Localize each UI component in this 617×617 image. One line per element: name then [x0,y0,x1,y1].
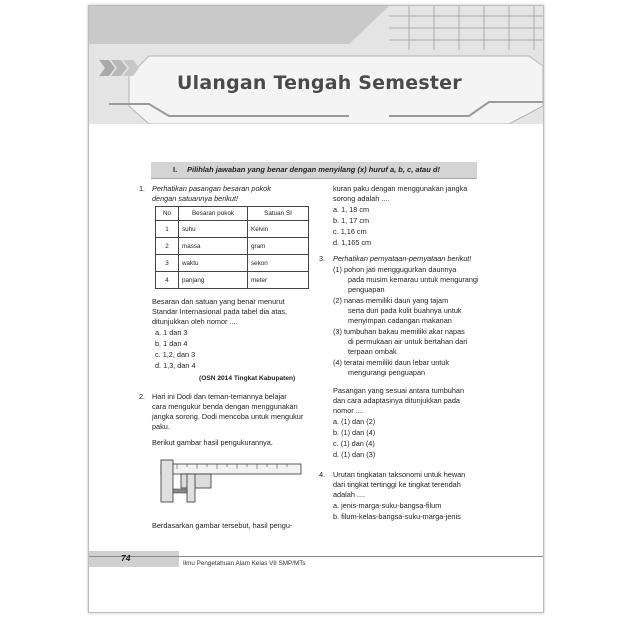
q1-option-a: a. 1 dan 3 [155,328,188,337]
q1-option-d: d. 1,3, dan 4 [155,361,196,370]
q2-option-c: c. 1,16 cm [333,227,367,236]
q1-line2: dengan satuannya berikut! [152,194,239,203]
q3-option-b: b. (1) dan (4) [333,428,376,437]
q4-line1: Urutan tingkatan taksonomi untuk hewan [333,470,466,479]
q3-statement-1: (1) pohon jati menggugurkan daunnya [333,265,457,274]
q1-line1: Perhatikan pasangan besaran pokok [152,184,271,193]
q2-line3: jangka sorong. Dodi mencoba untuk mengukur [152,412,304,421]
page-title: Ulangan Tengah Semester [177,72,462,94]
q3-statement-1-end: penguapan [348,285,385,294]
table-cell: meter [248,272,309,289]
q4-line2: dari tingkat tertinggi ke tingkat terendah [333,480,461,489]
table-cell: 2 [156,238,179,255]
table-cell: suhu [179,221,248,238]
table-cell: panjang [179,272,248,289]
q3-statement-2-end: menyimpan cadangan makanan [348,316,452,325]
q1-stem-line2: Standar Internasional pada tabel dia atas, [152,307,288,316]
header-banner [89,6,543,124]
q1-option-b: b. 1 dan 4 [155,339,188,348]
q1-table [155,206,309,289]
q4-line3: adalah .... [333,490,366,499]
q1-option-c: c. 1,2, dan 3 [155,350,196,359]
q1-stem-line1: Besaran dan satuan yang benar menurut [152,297,285,306]
q2-line2: cara mengukur benda dengan menggunakan [152,402,298,411]
q3-stem-line3: nomor .... [333,406,364,415]
q2-option-d: d. 1,165 cm [333,238,372,247]
q4-option-a: a. jenis-marga-suku-bangsa-filum [333,501,442,510]
banner-graphic [89,6,543,124]
q3-statement-4: (4) teratai memiliki daun lebar untuk [333,358,449,367]
table-cell: 4 [156,272,179,289]
q3-option-c: c. (1) dan (4) [333,439,375,448]
table-header: No [156,207,179,221]
q4-option-b: b. filum-kelas-bangsa-suku-marga-jenis [333,512,461,521]
table-cell: 3 [156,255,179,272]
q2-line5: Berikut gambar hasil pengukurannya. [152,438,273,447]
q2-line6: Berdasarkan gambar tersebut, hasil pengu- [152,521,293,530]
q3-statement-2: (2) nanas memiliki daun yang tajam [333,296,449,305]
table-cell: gram [248,238,309,255]
page-number: 74 [121,553,131,563]
q3-number: 3. [319,254,326,263]
document-page [88,5,544,613]
caliper-illustration [157,456,305,508]
table-header-row [156,207,309,221]
q1-number: 1. [139,184,146,193]
q2-line4: paku. [152,422,170,431]
table-row [156,272,309,289]
q3-statement-3-cont: di permukaan air untuk bertahan dari [348,337,468,346]
table-header: Besaran pokok [179,207,248,221]
q2-option-a: a. 1, 18 cm [333,205,370,214]
section-instruction: Pilihlah jawaban yang benar dengan menyilang (x) huruf a, b, c, atau d! [187,165,440,174]
q3-statement-3: (3) tumbuhan bakau memiliki akar napas [333,327,465,336]
q3-stem-line1: Pasangan yang sesuai antara tumbuhan [333,386,465,395]
q3-option-a: a. (1) dan (2) [333,417,376,426]
q2cont-line1: kuran paku dengan menggunakan jangka [333,184,468,193]
q4-number: 4. [319,470,326,479]
table-cell: sekon [248,255,309,272]
footer-divider [89,556,543,557]
q1-source: (OSN 2014 Tingkat Kabupaten) [199,375,296,382]
table-cell: massa [179,238,248,255]
table-row [156,238,309,255]
table-header: Satuan SI [248,207,309,221]
table-row [156,255,309,272]
section-number: I. [173,165,178,174]
q3-statement-1-cont: pada musim kemarau untuk mengurangi [348,275,479,284]
footer-book-title: Ilmu Pengetahuan Alam Kelas VII SMP/MTs [183,560,306,567]
q2-number: 2. [139,392,146,401]
q3-statement-2-cont: serta duri pada kulit buahnya untuk [348,306,462,315]
q2-line1: Hari ini Dodi dan teman-temannya belajar [152,392,287,401]
page-number-tab [89,551,179,567]
q2-option-b: b. 1, 17 cm [333,216,370,225]
q3-statement-4-cont: mengurangi penguapan [348,368,426,377]
q3-intro: Perhatikan pernyataan-pernyataan berikut! [333,254,472,263]
table-cell: waktu [179,255,248,272]
table-cell: Kelvin [248,221,309,238]
q3-stem-line2: dan cara adaptasinya ditunjukkan pada [333,396,460,405]
table-cell: 1 [156,221,179,238]
q2cont-line2: sorong adalah .... [333,194,390,203]
q3-option-d: d. (1) dan (3) [333,450,376,459]
q3-statement-3-end: terpaan ombak [348,347,397,356]
table-row [156,221,309,238]
q1-stem-line3: ditunjukkan oleh nomor .... [152,317,238,326]
